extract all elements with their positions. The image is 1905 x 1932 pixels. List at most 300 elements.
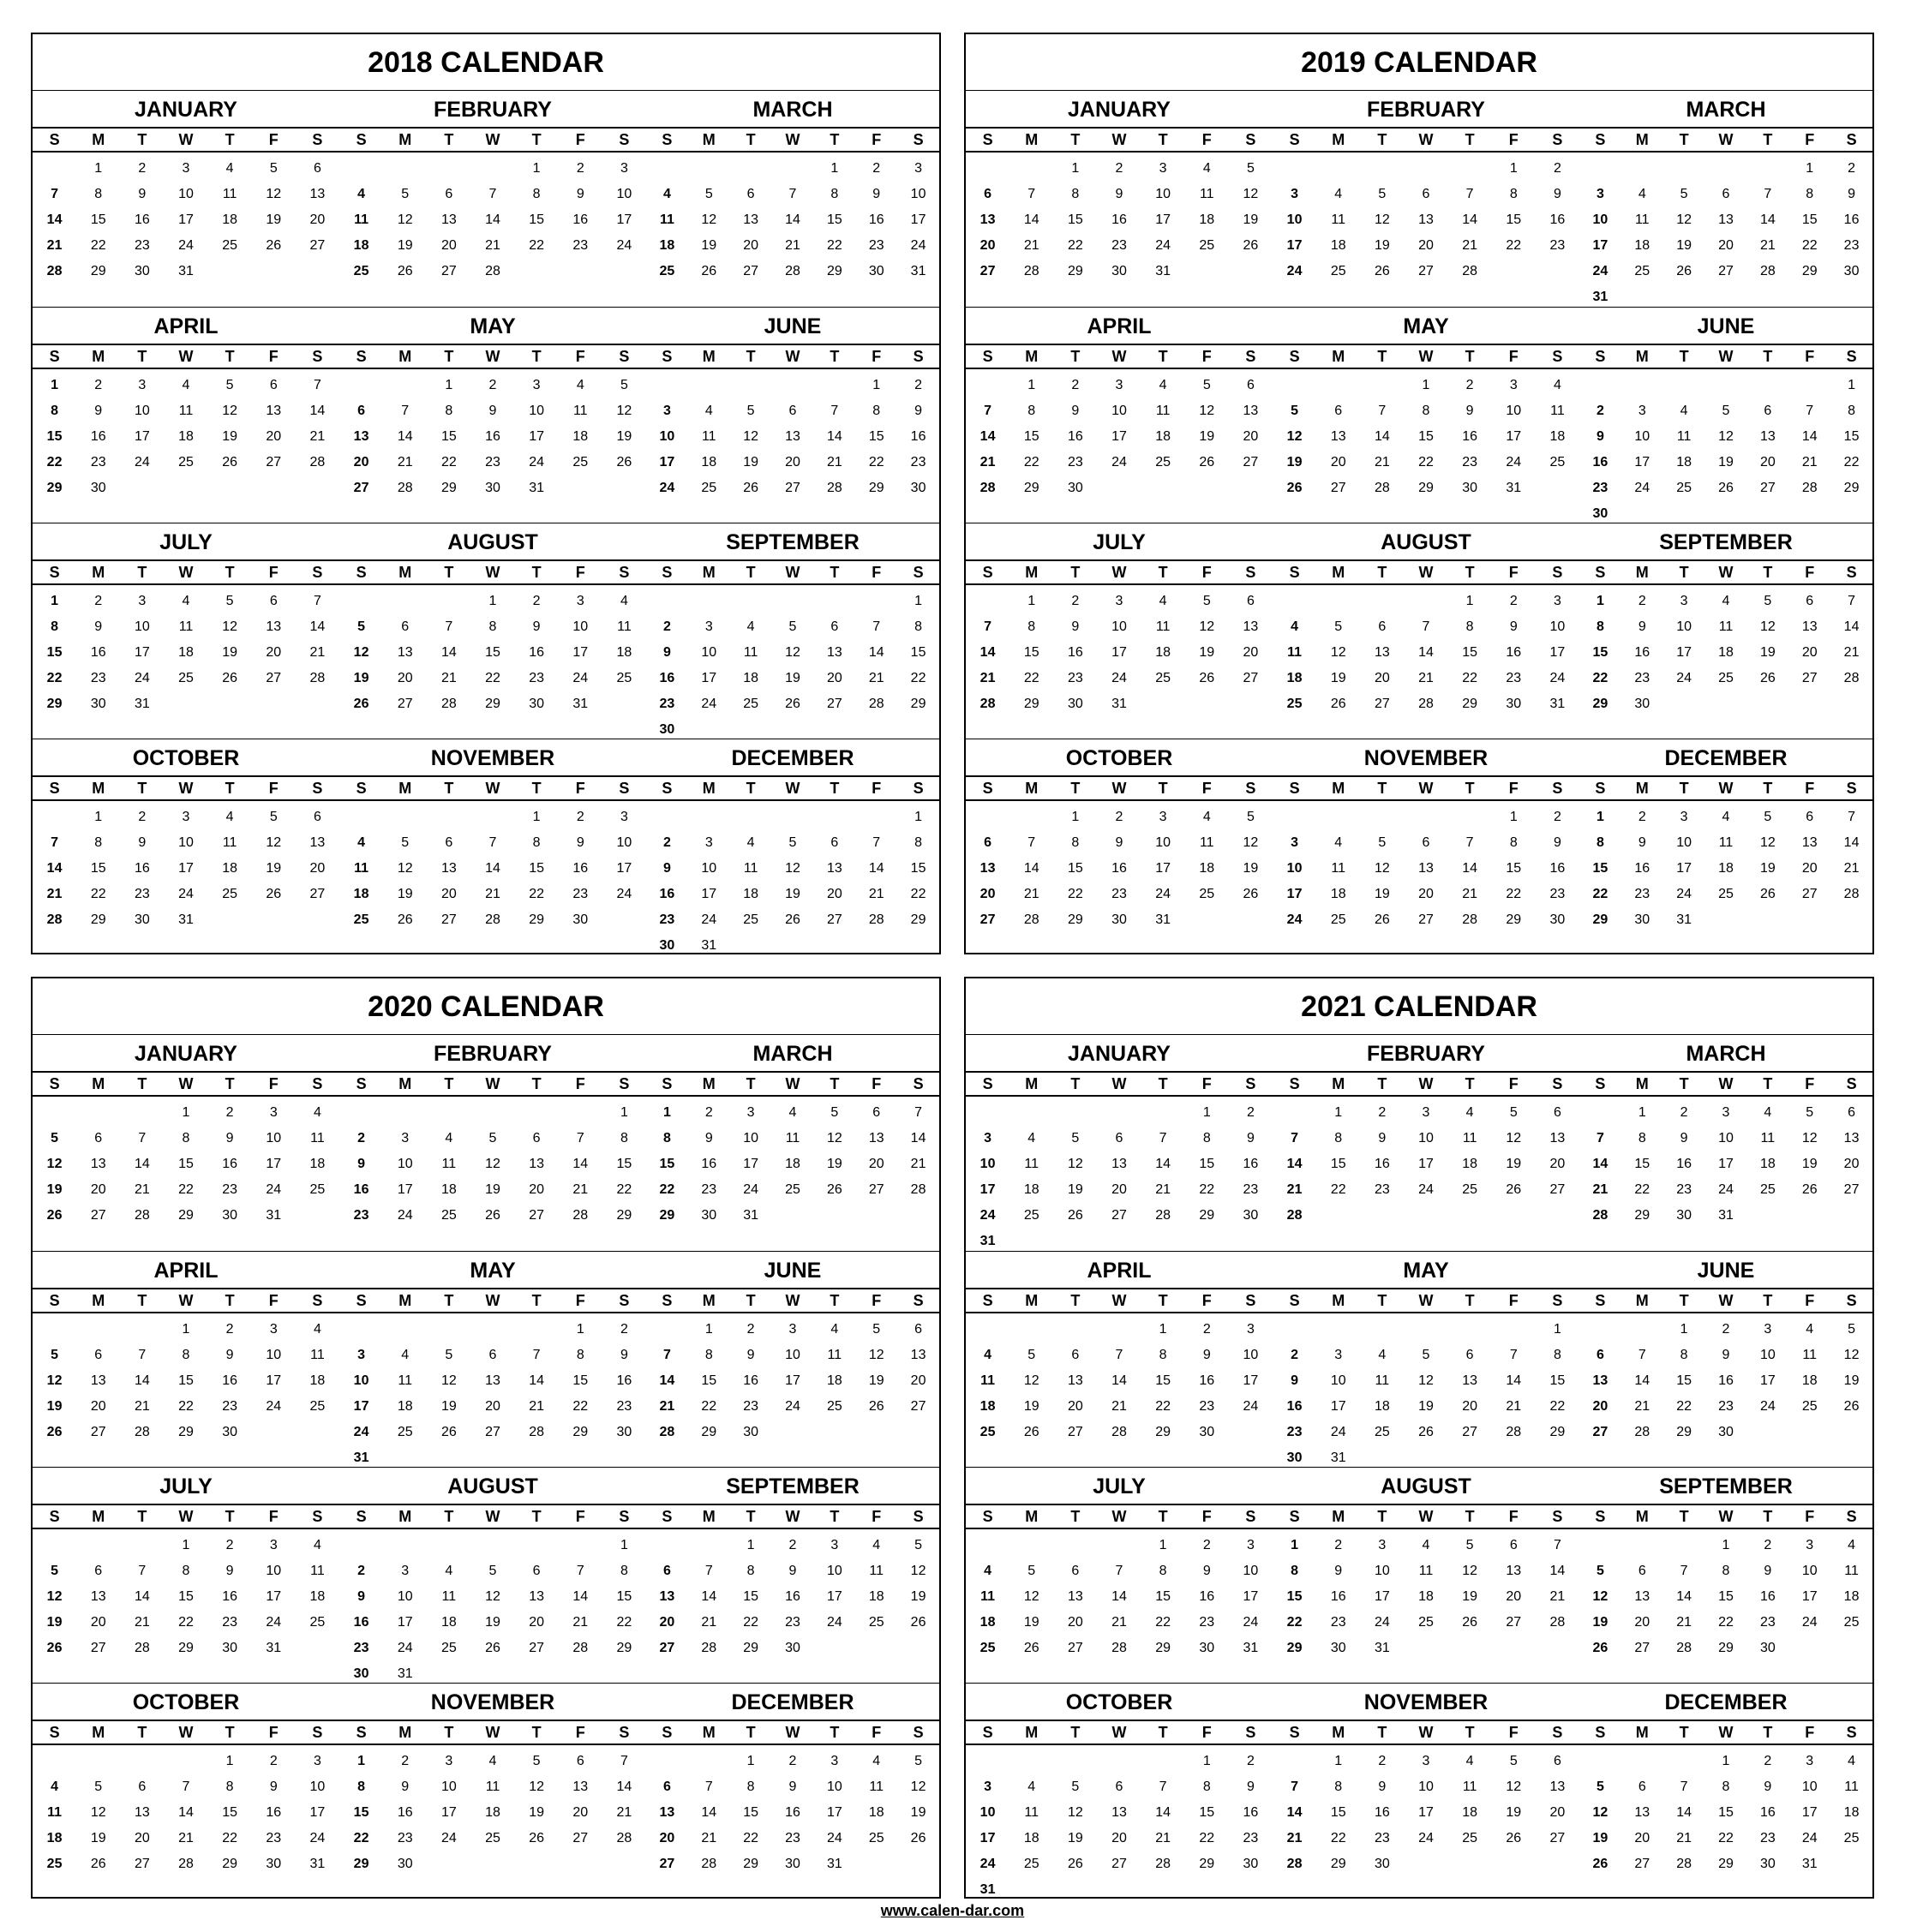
day-cell: 19 [1801,1157,1818,1171]
day-cell: 18 [868,1805,884,1820]
day-cell: 28 [979,697,996,711]
month-block [339,308,646,501]
month-block [1579,1252,1872,1445]
footer-link[interactable]: www.calen-dar.com [880,1902,1025,1919]
day-cell: 15 [1462,645,1478,660]
day-cell: 1 [1596,810,1604,824]
weekday-label: S [312,564,323,581]
day-cell: 11 [1287,645,1303,660]
day-cell: 13 [1111,1805,1127,1820]
day-cell: 28 [868,912,884,927]
day-cell: 26 [616,455,632,470]
day-cell: 5 [830,1105,839,1120]
day-cell: 10 [134,619,150,634]
day-cell: 7 [1115,1564,1123,1578]
day-cell: 21 [616,1805,632,1820]
day-cell: 18 [616,645,632,660]
weekday-label: M [398,564,412,581]
day-cell: 4 [1202,161,1211,176]
weekday-label: T [1679,1075,1689,1092]
day-cell: 2 [1202,1538,1211,1552]
weekday-label: W [1718,1724,1734,1741]
day-cell: 28 [572,1208,589,1223]
weekday-label: T [1158,348,1168,365]
weekday-label: S [662,564,673,581]
day-cell: 24 [397,1208,413,1223]
day-cell: 4 [1553,378,1561,392]
weekday-header [339,775,646,801]
day-cell: 23 [659,697,675,711]
month-block [1579,1035,1872,1229]
month-block [966,1684,1273,1903]
day-cell: 22 [910,671,926,685]
day-cell: 20 [1330,455,1346,470]
day-cell: 30 [1330,1641,1346,1655]
day-cell: 7 [1680,1779,1688,1794]
day-cell: 24 [1759,1399,1776,1414]
weekday-label: T [1763,1292,1773,1309]
weekday-label: S [1289,780,1300,797]
day-cell: 9 [488,404,497,418]
day-cell: 4 [1334,835,1343,850]
day-cell: 8 [1848,404,1856,418]
day-cell: 31 [266,1641,282,1655]
day-cell: 24 [743,1182,759,1197]
weekday-label: T [1070,131,1081,148]
weekday-header [33,559,339,585]
weekday-label: M [1332,564,1345,581]
day-cell: 8 [1422,404,1430,418]
day-cell: 28 [1843,671,1860,685]
weekday-label: M [92,1508,105,1525]
month-block [1273,1035,1579,1229]
weekday-label: W [485,780,500,797]
day-cell: 11 [222,835,237,850]
empty-cell [1663,1749,1705,1774]
weekday-label: W [1111,348,1127,365]
day-cell: 28 [1506,1425,1522,1439]
weekday-label: S [913,1724,924,1741]
empty-cell [688,1749,730,1774]
day-cell: 29 [572,1425,589,1439]
day-cell: 16 [1506,645,1522,660]
day-cell: 24 [826,1831,842,1845]
day-cell: 1 [1465,594,1474,608]
day-cell: 23 [222,1182,238,1197]
day-cell: 12 [266,187,282,201]
day-cell: 22 [1330,1182,1346,1197]
day-cell: 24 [1286,264,1303,278]
day-cell: 17 [1801,1589,1818,1604]
month-name: SEPTEMBER [726,530,860,554]
empty-cell [120,1317,164,1343]
day-cell: 2 [532,594,541,608]
weekday-label: F [268,780,279,797]
day-cell: 27 [1843,1182,1860,1197]
day-cell: 9 [1202,1348,1211,1362]
empty-cell [120,1749,164,1774]
day-cell: 5 [1202,378,1211,392]
day-cell: 27 [90,1425,106,1439]
day-cell: 10 [979,1157,996,1171]
day-cell: 22 [1462,671,1478,685]
month-name: NOVEMBER [1363,746,1489,770]
weekday-label: T [1465,1292,1475,1309]
day-cell: 20 [1801,645,1818,660]
day-cell: 13 [353,429,369,444]
day-cell: 28 [1676,1857,1692,1871]
day-cell: 25 [222,887,238,901]
weekday-label: S [49,1075,60,1092]
day-cell: 3 [1246,1322,1255,1337]
day-cell: 7 [872,835,881,850]
weekday-header [339,344,646,369]
day-cell: 19 [46,1182,63,1197]
weekday-label: T [746,564,756,581]
day-cell: 24 [701,697,717,711]
day-cell: 9 [532,619,541,634]
weekday-label: M [1635,131,1649,148]
day-cell: 29 [1843,481,1860,495]
weekday-label: F [872,780,882,797]
weekday-label: F [1201,1508,1212,1525]
month-block [1273,91,1579,284]
day-cell: 2 [1334,1538,1343,1552]
day-cell: 11 [617,619,632,634]
day-cell: 30 [134,912,150,927]
day-grid [33,153,339,284]
weekday-label: T [444,1724,454,1741]
weekday-label: T [1377,131,1387,148]
day-cell: 25 [440,1208,457,1223]
weekday-header [1579,559,1872,585]
empty-cell [966,1100,1009,1126]
empty-cell [1404,156,1447,182]
day-cell: 11 [354,861,369,876]
day-cell: 29 [1286,1641,1303,1655]
month-name: MAY [470,1259,516,1283]
day-cell: 17 [1801,1805,1818,1820]
year-title: 2020 CALENDAR [33,978,939,1035]
day-cell: 25 [979,1425,996,1439]
weekday-label: W [178,564,194,581]
day-cell: 25 [1286,697,1303,711]
day-cell: 29 [1067,912,1083,927]
weekday-header [646,127,939,153]
month-name: JUNE [1697,314,1755,338]
day-cell: 2 [1202,1322,1211,1337]
day-cell: 30 [572,912,589,927]
day-cell: 24 [1111,671,1127,685]
day-cell: 17 [1634,455,1650,470]
day-cell: 12 [1718,429,1734,444]
day-cell: 5 [1465,1538,1474,1552]
day-cell: 9 [1638,619,1646,634]
month-block [966,308,1273,501]
weekday-label: S [662,1508,673,1525]
month-name: JANUARY [135,98,237,122]
day-cell: 16 [1759,1589,1776,1604]
day-cell: 23 [572,238,589,253]
day-cell: 21 [485,238,500,253]
weekday-label: F [1508,780,1519,797]
weekday-label: M [1332,131,1345,148]
day-cell: 29 [1418,481,1434,495]
day-cell: 14 [309,404,326,418]
empty-cell [855,589,897,614]
day-cell: 3 [704,835,713,850]
day-cell: 12 [1374,212,1390,227]
weekday-label: T [137,780,147,797]
empty-cell [1705,373,1747,398]
day-cell: 22 [178,1182,194,1197]
empty-cell [470,1317,514,1343]
day-cell: 12 [1243,835,1259,850]
day-cell: 12 [1676,212,1692,227]
day-cell: 20 [1843,1157,1860,1171]
month-block [33,739,339,933]
weekday-header [1273,344,1579,369]
day-cell: 19 [1199,645,1215,660]
weekday-label: S [913,1508,924,1525]
day-cell: 1 [532,810,541,824]
day-cell: 12 [910,1564,926,1578]
day-cell: 17 [266,1373,282,1388]
month-name: JUNE [764,314,822,338]
day-cell: 20 [1418,238,1434,253]
day-cell: 16 [397,1805,413,1820]
day-cell: 8 [1806,187,1814,201]
day-cell: 11 [47,1805,63,1820]
day-cell: 14 [572,1157,589,1171]
day-cell: 23 [1374,1831,1390,1845]
day-cell: 8 [1159,1564,1167,1578]
day-cell: 2 [746,1322,755,1337]
day-cell: 10 [1155,187,1171,201]
day-cell: 2 [788,1754,797,1768]
day-cell: 8 [1680,1348,1688,1362]
day-cell: 11 [441,1157,457,1171]
weekday-label: W [1418,1724,1434,1741]
weekday-label: S [356,780,367,797]
day-cell: 20 [1634,1615,1650,1630]
weekday-label: S [356,1508,367,1525]
day-cell: 15 [1067,212,1083,227]
day-cell: 5 [51,1348,59,1362]
weekday-label: S [1245,348,1256,365]
day-cell: 26 [1801,1182,1818,1197]
day-cell: 5 [1027,1564,1036,1578]
day-cell: 9 [1596,429,1604,444]
day-cell: 11 [398,1373,413,1388]
day-grid [1273,801,1579,933]
day-cell: 13 [1243,619,1259,634]
day-cell: 20 [868,1157,884,1171]
empty-cell [688,373,730,398]
day-cell: 24 [616,887,632,901]
day-cell: 9 [1202,1564,1211,1578]
weekday-label: M [398,348,412,365]
day-cell: 26 [397,264,413,278]
weekday-label: T [1070,348,1081,365]
day-cell: 10 [178,835,194,850]
empty-cell [1448,156,1492,182]
weekday-label: F [1805,348,1815,365]
day-cell: 20 [1111,1182,1127,1197]
day-cell: 6 [1638,1564,1646,1578]
day-cell: 25 [785,1182,800,1197]
day-cell: 5 [1596,1779,1604,1794]
day-cell: 3 [576,594,584,608]
weekday-label: T [1377,348,1387,365]
day-cell: 14 [785,212,800,227]
weekday-label: T [1158,1724,1168,1741]
day-cell: 31 [309,1857,326,1871]
weekday-label: F [872,1724,882,1741]
day-cell: 3 [788,1322,797,1337]
day-cell: 11 [222,187,237,201]
weekday-label: W [178,780,194,797]
day-cell: 10 [1111,619,1127,634]
day-cell: 19 [1759,645,1776,660]
month-block [1579,1468,1872,1661]
day-cell: 26 [785,697,800,711]
day-cell: 24 [529,455,545,470]
day-cell: 7 [1806,404,1814,418]
day-cell: 29 [1330,1857,1346,1871]
empty-cell [1579,1100,1621,1126]
day-cell: 29 [178,1208,194,1223]
weekday-header [646,775,939,801]
weekday-label: S [982,131,993,148]
month-block [33,308,339,501]
weekday-label: M [702,348,716,365]
weekday-label: T [444,1508,454,1525]
empty-cell [470,1100,514,1126]
day-cell: 26 [1592,1857,1608,1871]
day-cell: 15 [1506,212,1522,227]
day-cell: 2 [576,810,584,824]
day-cell: 20 [743,238,759,253]
day-cell: 22 [701,1399,717,1414]
weekday-label: S [1245,1075,1256,1092]
day-cell: 17 [353,1399,369,1414]
day-cell: 17 [785,1373,800,1388]
day-cell: 27 [826,912,842,927]
day-grid [33,585,339,717]
month-name: MARCH [752,1042,833,1066]
day-cell: 26 [440,1425,457,1439]
day-cell: 21 [440,671,457,685]
day-cell: 14 [701,1805,717,1820]
day-cell: 21 [1462,238,1478,253]
day-cell: 6 [872,1105,881,1120]
empty-cell [688,805,730,830]
day-cell: 20 [397,671,413,685]
day-cell: 14 [1155,1157,1171,1171]
day-cell: 25 [868,1615,884,1630]
day-cell: 2 [872,161,881,176]
weekday-label: F [872,1292,882,1309]
day-cell: 11 [1802,1348,1818,1362]
day-cell: 2 [1246,1105,1255,1120]
empty-cell [1053,1533,1097,1558]
day-cell: 22 [529,887,545,901]
day-cell: 17 [1374,1589,1390,1604]
day-cell: 29 [868,481,884,495]
day-cell: 28 [785,264,800,278]
empty-cell [855,805,897,830]
day-cell: 8 [620,1131,628,1145]
day-cell: 9 [1680,1131,1688,1145]
empty-cell [1705,156,1747,182]
day-cell: 15 [1418,429,1434,444]
day-cell: 24 [266,1182,282,1197]
day-cell: 4 [1680,404,1688,418]
empty-cell [1788,373,1830,398]
day-cell: 27 [1418,264,1434,278]
weekday-label: M [702,780,716,797]
month-block [966,91,1273,284]
day-cell: 24 [397,1641,413,1655]
empty-cell [383,1100,427,1126]
day-cell: 5 [51,1564,59,1578]
month-block [33,1468,339,1661]
day-cell: 11 [869,1564,884,1578]
day-cell: 10 [701,645,717,660]
day-cell: 27 [1067,1425,1083,1439]
day-cell: 1 [1553,1322,1561,1337]
day-cell: 10 [134,404,150,418]
day-cell: 8 [746,1779,755,1794]
day-cell: 23 [222,1399,238,1414]
day-cell: 15 [910,861,926,876]
day-cell: 20 [572,1805,589,1820]
empty-cell [1273,1100,1316,1126]
day-cell: 19 [1067,1831,1083,1845]
weekday-label: W [178,348,194,365]
month-name: APRIL [1087,1259,1152,1283]
day-cell: 29 [222,1857,238,1871]
weekday-label: F [268,1724,279,1741]
day-cell: 29 [1801,264,1818,278]
day-cell: 16 [1462,429,1478,444]
day-cell: 27 [979,912,996,927]
weekday-label: S [1289,348,1300,365]
day-cell: 18 [309,1157,326,1171]
empty-cell [1360,373,1404,398]
day-cell: 28 [1418,697,1434,711]
day-cell: 18 [1549,429,1566,444]
day-cell: 31 [397,1666,413,1681]
day-cell: 17 [1676,645,1692,660]
weekday-label: T [1158,1292,1168,1309]
weekday-label: M [702,131,716,148]
day-cell: 14 [1111,1589,1127,1604]
day-cell: 27 [979,264,996,278]
empty-cell [1579,1749,1621,1774]
day-cell: 10 [1759,1348,1776,1362]
empty-cell [1579,1317,1621,1343]
weekday-label: S [982,1724,993,1741]
day-cell: 4 [445,1131,453,1145]
day-cell: 21 [868,671,884,685]
empty-cell [427,156,470,182]
empty-cell [427,589,470,614]
day-cell: 29 [1592,697,1608,711]
day-cell: 25 [222,238,238,253]
weekday-label: T [531,780,542,797]
